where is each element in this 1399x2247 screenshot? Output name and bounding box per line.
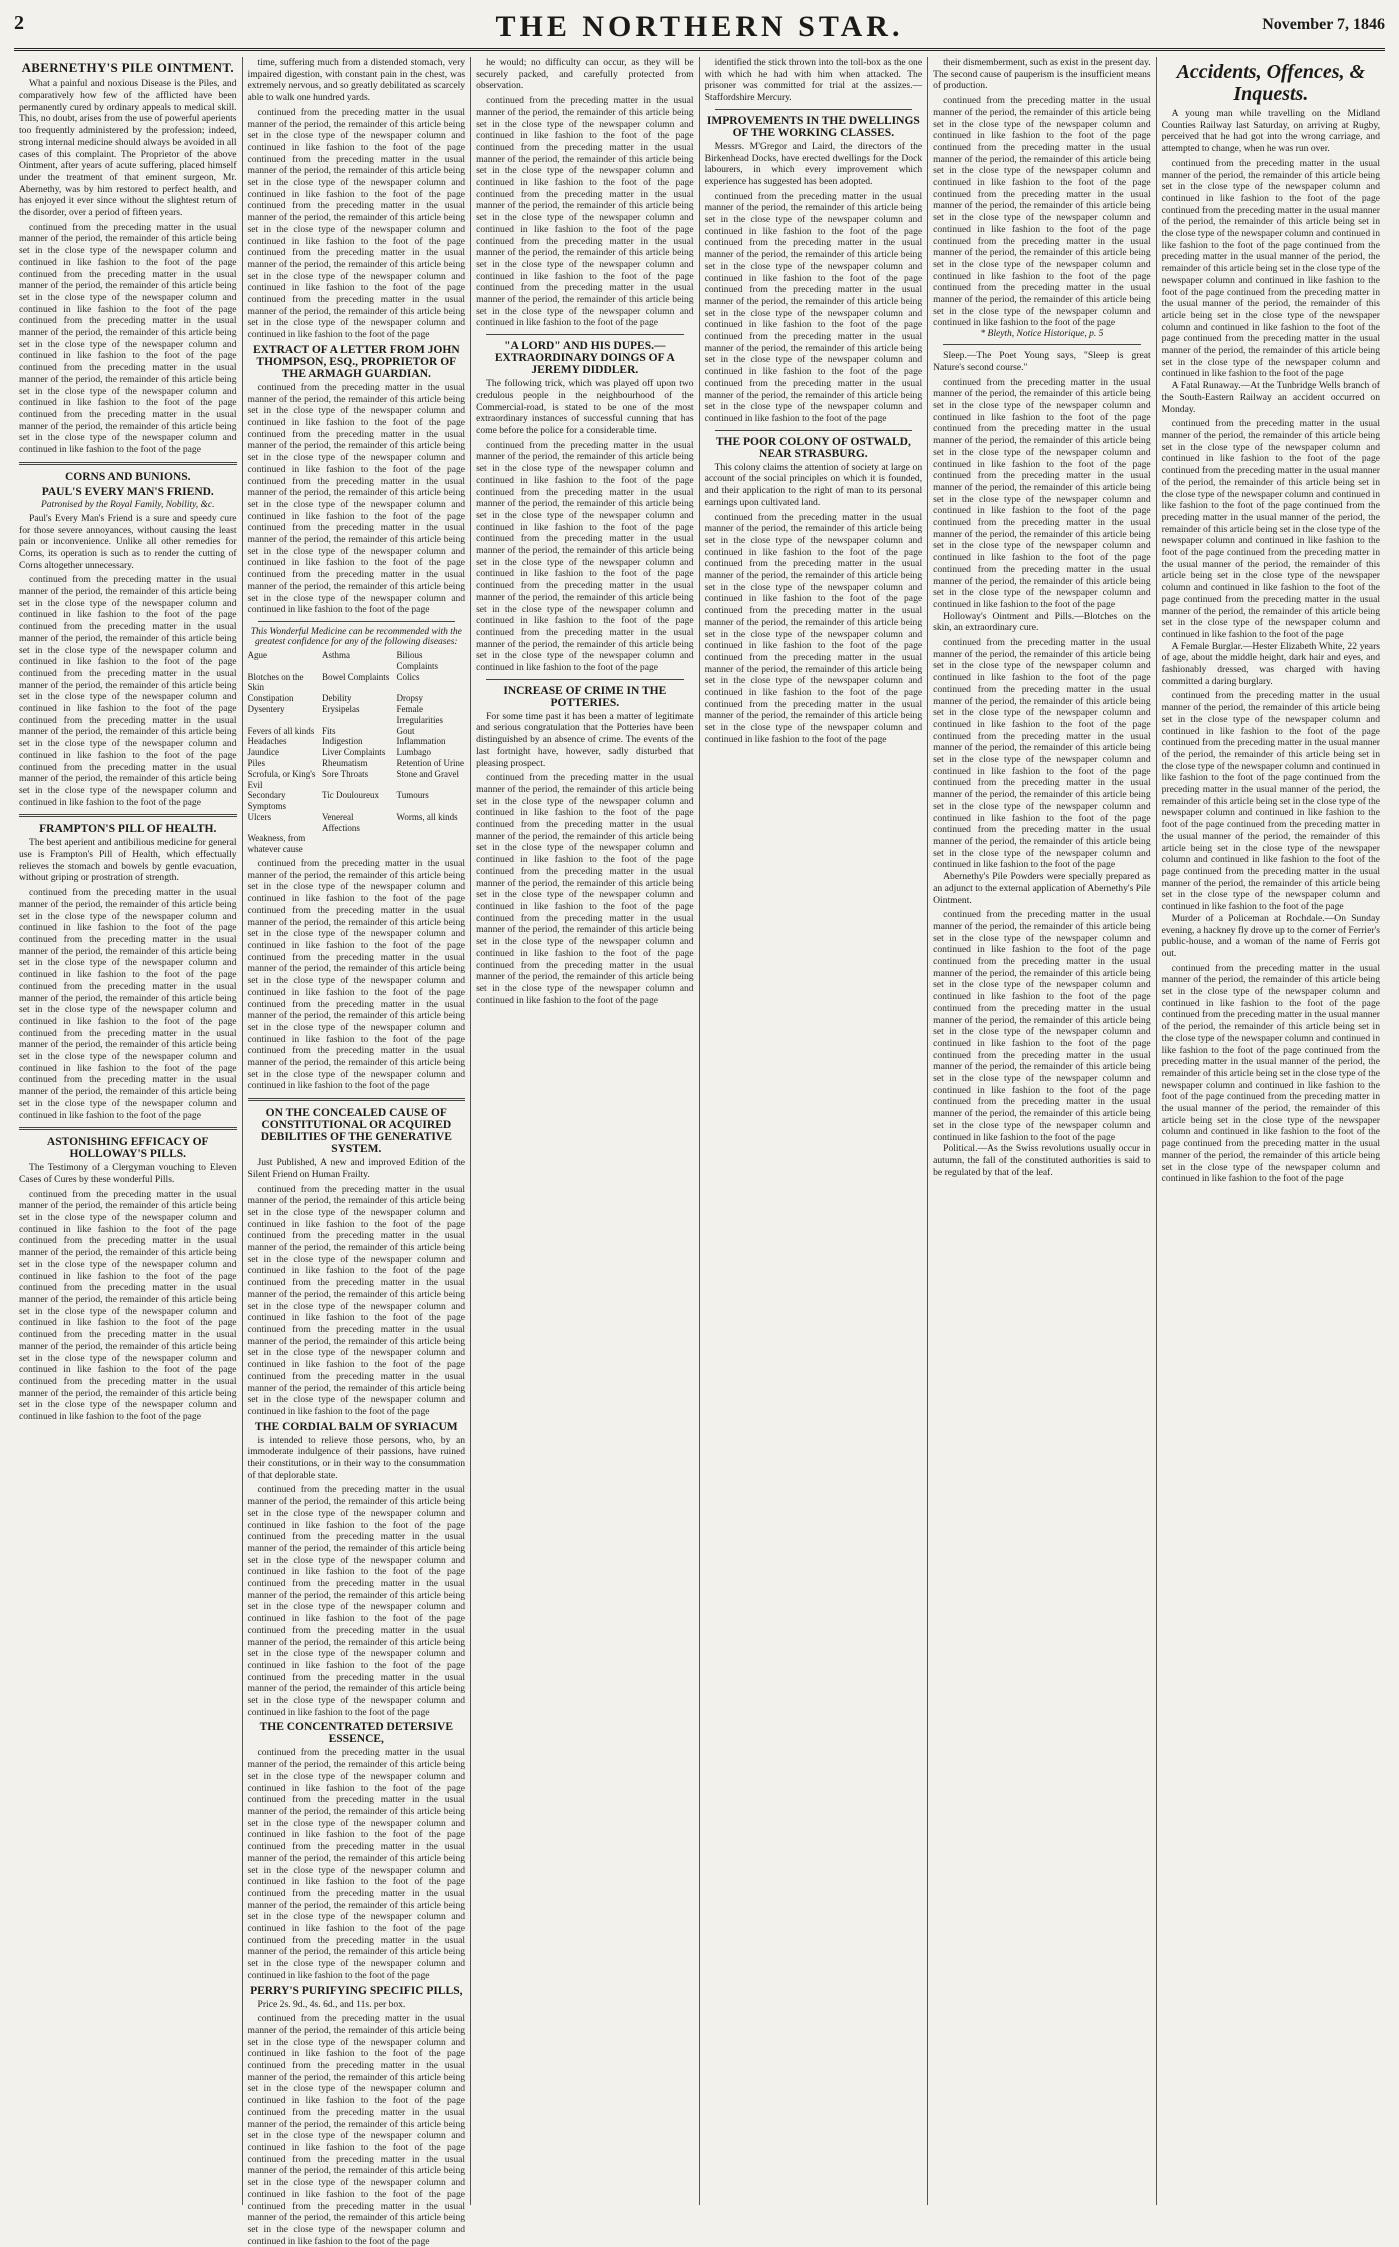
disease-item: Tic Douloureux	[322, 790, 379, 801]
disease-item: Bowel Complaints	[322, 671, 390, 682]
disease-item: Retention of Urine	[396, 757, 465, 768]
article-heading: "A LORD" AND HIS DUPES.—EXTRAORDINARY DOINGS OF A JEREMY DIDDLER.	[494, 340, 675, 377]
article-heading: ASTONISHING EFFICACY OF HOLLOWAY'S PILLS.	[46, 1136, 209, 1161]
filler-text: continued from the preceding matter in the usual manner of the period, the remainder of this article being set in the close type of the newspaper column and continued in like fashion to the foot of the page continued from the preceding matter in the usual manner of the period, the remainder of this article being set in the close type of the newspaper column and continued in like fashion to the foot of the page continued from the preceding matter in the usual manner of the period, the remainder of this article being set in the close type of the newspaper column and continued in like fashion to the foot of the page continued from the preceding matter in the usual manner of the period, the remainder of this article being set in the close type of the newspaper column and continued in like fashion to the foot of the page continued from the preceding matter in the usual manner of the period, the remainder of this article being set in the close type of the newspaper column and continued in like fashion to the foot of the page	[1161, 962, 1380, 1185]
divider	[19, 462, 237, 465]
disease-item: Rheumatism	[322, 757, 368, 768]
disease-item: Female Irregularities	[396, 703, 444, 725]
article-text: Just Published, A new and improved Edition of the Silent Friend on Human Frailty.	[247, 1157, 466, 1180]
disease-item: Ague	[247, 649, 268, 660]
filler-text: continued from the preceding matter in the usual manner of the period, the remainder of this article being set in the close type of the newspaper column and continued in like fashion to the foot of the page continued from the preceding matter in the usual manner of the period, the remainder of this article being set in the close type of the newspaper column and continued in like fashion to the foot of the page continued from the preceding matter in the usual manner of the period, the remainder of this article being set in the close type of the newspaper column and continued in like fashion to the foot of the page continued from the preceding matter in the usual manner of the period, the remainder of this article being set in the close type of the newspaper column and continued in like fashion to the foot of the page continued from the preceding matter in the usual manner of the period, the remainder of this article being set in the close type of the newspaper column and continued in like fashion to the foot of the page	[704, 511, 923, 745]
column-1	[14, 57, 243, 2205]
divider	[258, 621, 456, 622]
disease-item: Debility	[322, 693, 352, 704]
filler-text: continued from the preceding matter in the usual manner of the period, the remainder of this article being set in the close type of the newspaper column and continued in like fashion to the foot of the page continued from the preceding matter in the usual manner of the period, the remainder of this article being set in the close type of the newspaper column and continued in like fashion to the foot of the page continued from the preceding matter in the usual manner of the period, the remainder of this article being set in the close type of the newspaper column and continued in like fashion to the foot of the page continued from the preceding matter in the usual manner of the period, the remainder of this article being set in the close type of the newspaper column and continued in like fashion to the foot of the page continued from the preceding matter in the usual manner of the period, the remainder of this article being set in the close type of the newspaper column and continued in like fashion to the foot of the page	[247, 1183, 466, 1417]
article-heading: THE POOR COLONY OF OSTWALD, NEAR STRASBURG.	[715, 435, 911, 460]
filler-text: continued from the preceding matter in the usual manner of the period, the remainder of this article being set in the close type of the newspaper column and continued in like fashion to the foot of the page continued from the preceding matter in the usual manner of the period, the remainder of this article being set in the close type of the newspaper column and continued in like fashion to the foot of the page continued from the preceding matter in the usual manner of the period, the remainder of this article being set in the close type of the newspaper column and continued in like fashion to the foot of the page continued from the preceding matter in the usual manner of the period, the remainder of this article being set in the close type of the newspaper column and continued in like fashion to the foot of the page continued from the preceding matter in the usual manner of the period, the remainder of this article being set in the close type of the newspaper column and continued in like fashion to the foot of the page	[1161, 690, 1380, 913]
article-heading: PAUL'S EVERY MAN'S FRIEND.	[41, 485, 214, 498]
article-text: Messrs. M'Gregor and Laird, the directors of the Birkenhead Docks, have erected dwellings for the Dock labourers, in which every improvement which experience has suggested has been adopted.	[704, 140, 923, 187]
disease-item: Lumbago	[396, 747, 432, 758]
article-heading: ABERNETHY'S PILE OINTMENT.	[21, 60, 234, 75]
filler-text: continued from the preceding matter in the usual manner of the period, the remainder of this article being set in the close type of the newspaper column and continued in like fashion to the foot of the page continued from the preceding matter in the usual manner of the period, the remainder of this article being set in the close type of the newspaper column and continued in like fashion to the foot of the page continued from the preceding matter in the usual manner of the period, the remainder of this article being set in the close type of the newspaper column and continued in like fashion to the foot of the page continued from the preceding matter in the usual manner of the period, the remainder of this article being set in the close type of the newspaper column and continued in like fashion to the foot of the page continued from the preceding matter in the usual manner of the period, the remainder of this article being set in the close type of the newspaper column and continued in like fashion to the foot of the page	[247, 1747, 466, 1981]
column-2	[243, 57, 472, 2247]
article-text: For some time past it has been a matter of legitimate and serious congratulation that the Potteries have been distinguished by an absence of crime. The events of the last fortnight have, however, sadly disturbed that pleasing prospect.	[476, 710, 694, 769]
paper-title: THE NORTHERN STAR.	[495, 10, 904, 43]
article-text: Paul's Every Man's Friend is a sure and speedy cure for those severe annoyances, without causing the least pain or inconvenience. Unlike all other remedies for Corns, its operation is such as to render the cutting of Corns altogether unnecessary.	[19, 512, 237, 571]
disease-item: Dysentery	[247, 703, 285, 714]
filler-text: continued from the preceding matter in the usual manner of the period, the remainder of this article being set in the close type of the newspaper column and continued in like fashion to the foot of the page continued from the preceding matter in the usual manner of the period, the remainder of this article being set in the close type of the newspaper column and continued in like fashion to the foot of the page continued from the preceding matter in the usual manner of the period, the remainder of this article being set in the close type of the newspaper column and continued in like fashion to the foot of the page continued from the preceding matter in the usual manner of the period, the remainder of this article being set in the close type of the newspaper column and continued in like fashion to the foot of the page continued from the preceding matter in the usual manner of the period, the remainder of this article being set in the close type of the newspaper column and continued in like fashion to the foot of the page	[247, 2013, 466, 2247]
filler-text: continued from the preceding matter in the usual manner of the period, the remainder of this article being set in the close type of the newspaper column and continued in like fashion to the foot of the page continued from the preceding matter in the usual manner of the period, the remainder of this article being set in the close type of the newspaper column and continued in like fashion to the foot of the page continued from the preceding matter in the usual manner of the period, the remainder of this article being set in the close type of the newspaper column and continued in like fashion to the foot of the page continued from the preceding matter in the usual manner of the period, the remainder of this article being set in the close type of the newspaper column and continued in like fashion to the foot of the page continued from the preceding matter in the usual manner of the period, the remainder of this article being set in the close type of the newspaper column and continued in like fashion to the foot of the page	[247, 106, 466, 341]
disease-item: Jaundice	[247, 747, 280, 758]
footnote: * Bleyth, Notice Historique, p. 5	[980, 329, 1104, 340]
masthead	[14, 10, 1385, 51]
divider	[19, 1127, 237, 1130]
disease-item: Scrofula, or King's Evil	[247, 768, 316, 790]
filler-text: continued from the preceding matter in the usual manner of the period, the remainder of this article being set in the close type of the newspaper column and continued in like fashion to the foot of the page continued from the preceding matter in the usual manner of the period, the remainder of this article being set in the close type of the newspaper column and continued in like fashion to the foot of the page continued from the preceding matter in the usual manner of the period, the remainder of this article being set in the close type of the newspaper column and continued in like fashion to the foot of the page continued from the preceding matter in the usual manner of the period, the remainder of this article being set in the close type of the newspaper column and continued in like fashion to the foot of the page continued from the preceding matter in the usual manner of the period, the remainder of this article being set in the close type of the newspaper column and continued in like fashion to the foot of the page	[247, 1484, 466, 1718]
article-heading: INCREASE OF CRIME IN THE POTTERIES.	[503, 684, 667, 709]
disease-item: Blotches on the Skin	[247, 671, 304, 693]
article-text: The Testimony of a Clergyman vouching to Eleven Cases of Cures by these wonderful Pills.	[19, 1162, 237, 1185]
article-heading: CORNS AND BUNIONS.	[64, 470, 191, 483]
disease-item: Secondary Symptoms	[247, 790, 287, 812]
divider	[715, 430, 913, 431]
article-heading: ON THE CONCEALED CAUSE OF CONSTITUTIONAL OR ACQUIRED DEBILITIES OF THE GENERATIVE SYSTEM.	[260, 1107, 452, 1156]
filler-text: continued from the preceding matter in the usual manner of the period, the remainder of this article being set in the close type of the newspaper column and continued in like fashion to the foot of the page continued from the preceding matter in the usual manner of the period, the remainder of this article being set in the close type of the newspaper column and continued in like fashion to the foot of the page continued from the preceding matter in the usual manner of the period, the remainder of this article being set in the close type of the newspaper column and continued in like fashion to the foot of the page continued from the preceding matter in the usual manner of the period, the remainder of this article being set in the close type of the newspaper column and continued in like fashion to the foot of the page continued from the preceding matter in the usual manner of the period, the remainder of this article being set in the close type of the newspaper column and continued in like fashion to the foot of the page	[19, 574, 237, 808]
divider	[19, 814, 237, 817]
divider	[486, 334, 684, 335]
article-text: The best aperient and antibilious medicine for general use is Frampton's Pill of Health, which effectually relieves the stomach and bowels by gentle evacuation, without griping or prostration of strength.	[19, 837, 237, 884]
article-text: time, suffering much from a distended stomach, very impaired digestion, with constant pain in the chest, was extremely nervous, and so greatly debilitated as scarcely able to walk one hundred yards.	[247, 57, 466, 104]
column-3	[471, 57, 700, 2205]
column-6	[1157, 57, 1385, 2205]
disease-item: Constipation	[247, 693, 294, 704]
disease-item: Worms, all kinds	[396, 811, 458, 822]
article-text: their dismemberment, such as exist in the present day. The second cause of pauperism is the insufficient means of production.	[933, 57, 1151, 92]
filler-text: continued from the preceding matter in the usual manner of the period, the remainder of this article being set in the close type of the newspaper column and continued in like fashion to the foot of the page continued from the preceding matter in the usual manner of the period, the remainder of this article being set in the close type of the newspaper column and continued in like fashion to the foot of the page continued from the preceding matter in the usual manner of the period, the remainder of this article being set in the close type of the newspaper column and continued in like fashion to the foot of the page continued from the preceding matter in the usual manner of the period, the remainder of this article being set in the close type of the newspaper column and continued in like fashion to the foot of the page continued from the preceding matter in the usual manner of the period, the remainder of this article being set in the close type of the newspaper column and continued in like fashion to the foot of the page	[247, 381, 466, 616]
disease-item: Headaches	[247, 736, 287, 747]
article-text: Price 2s. 9d., 4s. 6d., and 11s. per box.	[257, 1998, 406, 2010]
article-text: he would; no difficulty can occur, as they will be securely packed, and carefully protected from observation.	[476, 57, 694, 92]
filler-text: continued from the preceding matter in the usual manner of the period, the remainder of this article being set in the close type of the newspaper column and continued in like fashion to the foot of the page continued from the preceding matter in the usual manner of the period, the remainder of this article being set in the close type of the newspaper column and continued in like fashion to the foot of the page continued from the preceding matter in the usual manner of the period, the remainder of this article being set in the close type of the newspaper column and continued in like fashion to the foot of the page continued from the preceding matter in the usual manner of the period, the remainder of this article being set in the close type of the newspaper column and continued in like fashion to the foot of the page continued from the preceding matter in the usual manner of the period, the remainder of this article being set in the close type of the newspaper column and continued in like fashion to the foot of the page	[476, 772, 694, 1006]
filler-text: continued from the preceding matter in the usual manner of the period, the remainder of this article being set in the close type of the newspaper column and continued in like fashion to the foot of the page continued from the preceding matter in the usual manner of the period, the remainder of this article being set in the close type of the newspaper column and continued in like fashion to the foot of the page continued from the preceding matter in the usual manner of the period, the remainder of this article being set in the close type of the newspaper column and continued in like fashion to the foot of the page continued from the preceding matter in the usual manner of the period, the remainder of this article being set in the close type of the newspaper column and continued in like fashion to the foot of the page continued from the preceding matter in the usual manner of the period, the remainder of this article being set in the close type of the newspaper column and continued in like fashion to the foot of the page	[704, 190, 923, 424]
article-text: A young man while travelling on the Midland Counties Railway last Saturday, on arriving at Rugby, perceived that he had got into the wrong carriage, and attempted to change, when he was run over.	[1161, 108, 1380, 155]
divider	[486, 679, 684, 680]
filler-text: continued from the preceding matter in the usual manner of the period, the remainder of this article being set in the close type of the newspaper column and continued in like fashion to the foot of the page continued from the preceding matter in the usual manner of the period, the remainder of this article being set in the close type of the newspaper column and continued in like fashion to the foot of the page continued from the preceding matter in the usual manner of the period, the remainder of this article being set in the close type of the newspaper column and continued in like fashion to the foot of the page continued from the preceding matter in the usual manner of the period, the remainder of this article being set in the close type of the newspaper column and continued in like fashion to the foot of the page continued from the preceding matter in the usual manner of the period, the remainder of this article being set in the close type of the newspaper column and continued in like fashion to the foot of the page	[1161, 418, 1380, 640]
filler-text: continued from the preceding matter in the usual manner of the period, the remainder of this article being set in the close type of the newspaper column and continued in like fashion to the foot of the page continued from the preceding matter in the usual manner of the period, the remainder of this article being set in the close type of the newspaper column and continued in like fashion to the foot of the page continued from the preceding matter in the usual manner of the period, the remainder of this article being set in the close type of the newspaper column and continued in like fashion to the foot of the page continued from the preceding matter in the usual manner of the period, the remainder of this article being set in the close type of the newspaper column and continued in like fashion to the foot of the page continued from the preceding matter in the usual manner of the period, the remainder of this article being set in the close type of the newspaper column and continued in like fashion to the foot of the page	[476, 439, 694, 674]
divider	[248, 1098, 466, 1101]
article-text: What a painful and noxious Disease is the Piles, and comparatively how few of the afflicted have been permanently cured by ordinary appeals to medical skill. This, no doubt, arises from the use of powerful aperients too frequently administered by the profession; indeed, strong internal medicine should always be avoided in all cases of this complaint. The Proprietor of the above Ointment, after years of acute suffering, placed himself under the treatment of that eminent surgeon, Mr. Abernethy, was by him restored to perfect health, and has enjoyed it ever since without the slightest return of the disorder, over a period of fifteen years.	[19, 78, 237, 219]
article-text: The following trick, which was played off upon two credulous people in the neighbourhood of the Commercial-road, is stated to be one of the most extraordinary instances of successful cunning that has come before the police for a considerable time.	[476, 378, 694, 436]
filler-text: continued from the preceding matter in the usual manner of the period, the remainder of this article being set in the close type of the newspaper column and continued in like fashion to the foot of the page continued from the preceding matter in the usual manner of the period, the remainder of this article being set in the close type of the newspaper column and continued in like fashion to the foot of the page continued from the preceding matter in the usual manner of the period, the remainder of this article being set in the close type of the newspaper column and continued in like fashion to the foot of the page continued from the preceding matter in the usual manner of the period, the remainder of this article being set in the close type of the newspaper column and continued in like fashion to the foot of the page continued from the preceding matter in the usual manner of the period, the remainder of this article being set in the close type of the newspaper column and continued in like fashion to the foot of the page	[476, 95, 694, 329]
divider	[715, 109, 913, 110]
article-text: is intended to relieve those persons, who, by an immoderate indulgence of their passions, have ruined their constitutions, or in their way to the consummation of that deplorable state.	[247, 1434, 466, 1481]
page-number: 2	[14, 12, 24, 34]
columns	[14, 57, 1385, 2247]
article-text: Sleep.—The Poet Young says, "Sleep is great Nature's second course."	[933, 350, 1151, 373]
divider	[943, 344, 1141, 345]
section-heading: Accidents, Offences, & Inquests.	[1176, 61, 1366, 105]
disease-item: Indigestion	[322, 736, 363, 747]
disease-item: Asthma	[322, 649, 351, 660]
disease-item: Erysipelas	[322, 703, 360, 714]
filler-text: continued from the preceding matter in the usual manner of the period, the remainder of this article being set in the close type of the newspaper column and continued in like fashion to the foot of the page continued from the preceding matter in the usual manner of the period, the remainder of this article being set in the close type of the newspaper column and continued in like fashion to the foot of the page continued from the preceding matter in the usual manner of the period, the remainder of this article being set in the close type of the newspaper column and continued in like fashion to the foot of the page continued from the preceding matter in the usual manner of the period, the remainder of this article being set in the close type of the newspaper column and continued in like fashion to the foot of the page continued from the preceding matter in the usual manner of the period, the remainder of this article being set in the close type of the newspaper column and continued in like fashion to the foot of the page	[933, 637, 1151, 871]
disease-item: Colics	[396, 671, 420, 682]
column-5	[928, 57, 1157, 2205]
article-heading: EXTRACT OF A LETTER FROM JOHN THOMPSON, ESQ., PROPRIETOR OF THE ARMAGH GUARDIAN.	[252, 343, 460, 380]
filler-text: continued from the preceding matter in the usual manner of the period, the remainder of this article being set in the close type of the newspaper column and continued in like fashion to the foot of the page continued from the preceding matter in the usual manner of the period, the remainder of this article being set in the close type of the newspaper column and continued in like fashion to the foot of the page continued from the preceding matter in the usual manner of the period, the remainder of this article being set in the close type of the newspaper column and continued in like fashion to the foot of the page continued from the preceding matter in the usual manner of the period, the remainder of this article being set in the close type of the newspaper column and continued in like fashion to the foot of the page continued from the preceding matter in the usual manner of the period, the remainder of this article being set in the close type of the newspaper column and continued in like fashion to the foot of the page	[19, 887, 237, 1121]
article-text: identified the stick thrown into the toll-box as the one with which he had with him when attacked. The prisoner was committed for trial at the assizes.—Staffordshire Mercury.	[704, 57, 923, 104]
disease-item: Liver Complaints	[322, 747, 386, 758]
disease-item: Ulcers	[247, 811, 272, 822]
article-heading: THE CONCENTRATED DETERSIVE ESSENCE,	[259, 1721, 453, 1746]
disease-item: Gout	[396, 725, 415, 736]
disease-item: Dropsy	[396, 693, 424, 704]
disease-item: Fits	[322, 725, 336, 736]
filler-text: continued from the preceding matter in the usual manner of the period, the remainder of this article being set in the close type of the newspaper column and continued in like fashion to the foot of the page continued from the preceding matter in the usual manner of the period, the remainder of this article being set in the close type of the newspaper column and continued in like fashion to the foot of the page continued from the preceding matter in the usual manner of the period, the remainder of this article being set in the close type of the newspaper column and continued in like fashion to the foot of the page continued from the preceding matter in the usual manner of the period, the remainder of this article being set in the close type of the newspaper column and continued in like fashion to the foot of the page continued from the preceding matter in the usual manner of the period, the remainder of this article being set in the close type of the newspaper column and continued in like fashion to the foot of the page	[933, 95, 1151, 329]
article-text: A Female Burglar.—Hester Elizabeth White, 22 years of age, about the middle height, dark hair and eyes, and fashionably dressed, was charged with having committed a daring burglary.	[1161, 640, 1380, 687]
disease-item: Venereal Affections	[322, 811, 360, 833]
disease-list	[248, 650, 466, 855]
disease-item: Bilious Complaints	[396, 649, 439, 671]
filler-text: continued from the preceding matter in the usual manner of the period, the remainder of this article being set in the close type of the newspaper column and continued in like fashion to the foot of the page continued from the preceding matter in the usual manner of the period, the remainder of this article being set in the close type of the newspaper column and continued in like fashion to the foot of the page continued from the preceding matter in the usual manner of the period, the remainder of this article being set in the close type of the newspaper column and continued in like fashion to the foot of the page continued from the preceding matter in the usual manner of the period, the remainder of this article being set in the close type of the newspaper column and continued in like fashion to the foot of the page continued from the preceding matter in the usual manner of the period, the remainder of this article being set in the close type of the newspaper column and continued in like fashion to the foot of the page	[19, 221, 237, 456]
article-heading: IMPROVEMENTS IN THE DWELLINGS OF THE WORKING CLASSES.	[706, 114, 920, 139]
article-text: A Fatal Runaway.—At the Tunbridge Wells branch of the South-Eastern Railway an accident occurred on Monday.	[1161, 380, 1380, 415]
disease-item: Inflammation	[396, 736, 446, 747]
disease-item: Fevers of all kinds	[247, 725, 315, 736]
article-heading: FRAMPTON'S PILL OF HEALTH.	[39, 823, 217, 836]
article-heading: THE CORDIAL BALM OF SYRIACUM	[254, 1420, 458, 1433]
disease-item: Piles	[247, 757, 266, 768]
column-4	[700, 57, 929, 2205]
article-text: Holloway's Ointment and Pills.—Blotches on the skin, an extraordinary cure.	[933, 610, 1151, 634]
disease-item: Stone and Gravel	[396, 768, 460, 779]
article-text: Political.—As the Swiss revolutions usually occur in autumn, the fall of the constituted authorities is said to be regulated by that of the leaf.	[933, 1143, 1151, 1178]
article-text: Abernethy's Pile Powders were specially prepared as an adjunct to the external application of Abernethy's Pile Ointment.	[933, 871, 1151, 906]
disease-item: Sore Throats	[322, 768, 369, 779]
article-subheading: Patronised by the Royal Family, Nobility, &c.	[41, 499, 215, 510]
filler-text: continued from the preceding matter in the usual manner of the period, the remainder of this article being set in the close type of the newspaper column and continued in like fashion to the foot of the page continued from the preceding matter in the usual manner of the period, the remainder of this article being set in the close type of the newspaper column and continued in like fashion to the foot of the page continued from the preceding matter in the usual manner of the period, the remainder of this article being set in the close type of the newspaper column and continued in like fashion to the foot of the page continued from the preceding matter in the usual manner of the period, the remainder of this article being set in the close type of the newspaper column and continued in like fashion to the foot of the page continued from the preceding matter in the usual manner of the period, the remainder of this article being set in the close type of the newspaper column and continued in like fashion to the foot of the page	[247, 858, 466, 1092]
list-title: This Wonderful Medicine can be recommended with the greatest confidence for any of the following diseases:	[250, 626, 462, 647]
disease-item: Weakness, from whatever cause	[247, 833, 306, 855]
filler-text: continued from the preceding matter in the usual manner of the period, the remainder of this article being set in the close type of the newspaper column and continued in like fashion to the foot of the page continued from the preceding matter in the usual manner of the period, the remainder of this article being set in the close type of the newspaper column and continued in like fashion to the foot of the page continued from the preceding matter in the usual manner of the period, the remainder of this article being set in the close type of the newspaper column and continued in like fashion to the foot of the page continued from the preceding matter in the usual manner of the period, the remainder of this article being set in the close type of the newspaper column and continued in like fashion to the foot of the page continued from the preceding matter in the usual manner of the period, the remainder of this article being set in the close type of the newspaper column and continued in like fashion to the foot of the page	[933, 909, 1151, 1143]
disease-item: Tumours	[396, 790, 429, 801]
filler-text: continued from the preceding matter in the usual manner of the period, the remainder of this article being set in the close type of the newspaper column and continued in like fashion to the foot of the page continued from the preceding matter in the usual manner of the period, the remainder of this article being set in the close type of the newspaper column and continued in like fashion to the foot of the page continued from the preceding matter in the usual manner of the period, the remainder of this article being set in the close type of the newspaper column and continued in like fashion to the foot of the page continued from the preceding matter in the usual manner of the period, the remainder of this article being set in the close type of the newspaper column and continued in like fashion to the foot of the page continued from the preceding matter in the usual manner of the period, the remainder of this article being set in the close type of the newspaper column and continued in like fashion to the foot of the page	[19, 1188, 237, 1423]
article-text: Murder of a Policeman at Rochdale.—On Sunday evening, a hackney fly drove up to the corner of Ferrier's public-house, and a woman of the name of Ferris got out.	[1161, 912, 1380, 959]
article-text: This colony claims the attention of society at large on account of the social principles on which it is founded, and their application to the right of man to its personal earnings upon cultivated land.	[704, 461, 923, 508]
issue-date: November 7, 1846	[1262, 16, 1385, 33]
article-heading: PERRY'S PURIFYING SPECIFIC PILLS,	[250, 1984, 463, 1997]
filler-text: continued from the preceding matter in the usual manner of the period, the remainder of this article being set in the close type of the newspaper column and continued in like fashion to the foot of the page continued from the preceding matter in the usual manner of the period, the remainder of this article being set in the close type of the newspaper column and continued in like fashion to the foot of the page continued from the preceding matter in the usual manner of the period, the remainder of this article being set in the close type of the newspaper column and continued in like fashion to the foot of the page continued from the preceding matter in the usual manner of the period, the remainder of this article being set in the close type of the newspaper column and continued in like fashion to the foot of the page continued from the preceding matter in the usual manner of the period, the remainder of this article being set in the close type of the newspaper column and continued in like fashion to the foot of the page	[933, 376, 1151, 610]
filler-text: continued from the preceding matter in the usual manner of the period, the remainder of this article being set in the close type of the newspaper column and continued in like fashion to the foot of the page continued from the preceding matter in the usual manner of the period, the remainder of this article being set in the close type of the newspaper column and continued in like fashion to the foot of the page continued from the preceding matter in the usual manner of the period, the remainder of this article being set in the close type of the newspaper column and continued in like fashion to the foot of the page continued from the preceding matter in the usual manner of the period, the remainder of this article being set in the close type of the newspaper column and continued in like fashion to the foot of the page continued from the preceding matter in the usual manner of the period, the remainder of this article being set in the close type of the newspaper column and continued in like fashion to the foot of the page	[1161, 157, 1380, 380]
